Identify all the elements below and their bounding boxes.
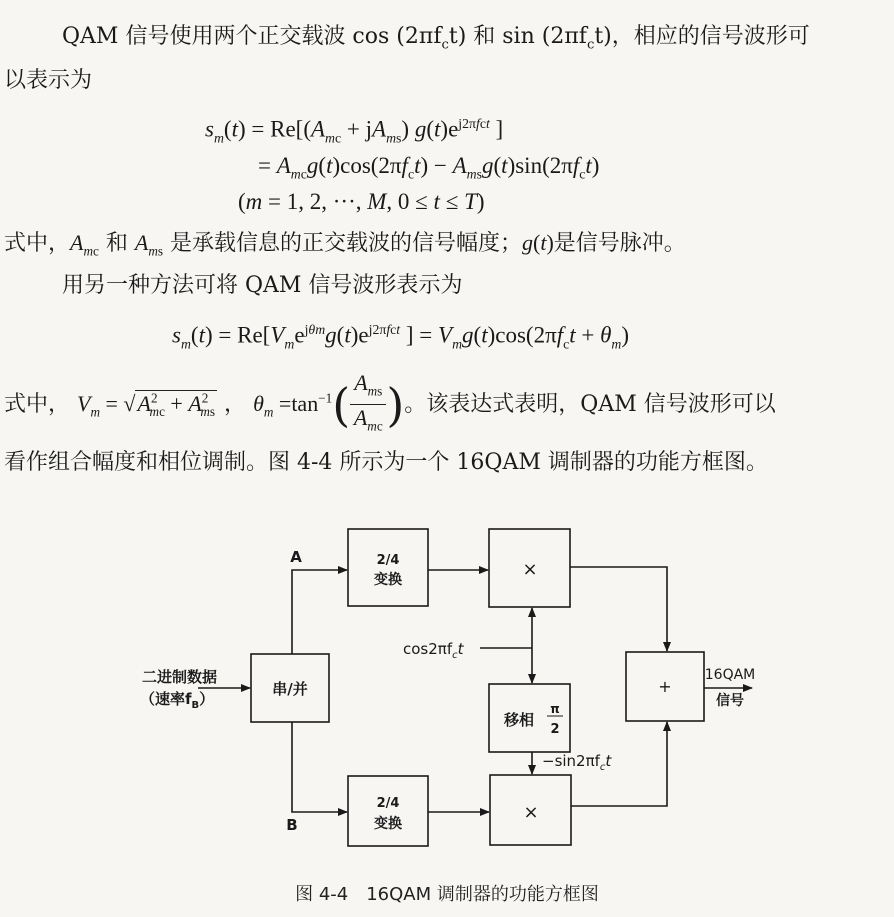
text: −sin2πf <box>542 752 600 770</box>
conv-top-label-2: 变换 <box>374 572 402 588</box>
paragraph-5: 看作组合幅度和相位调制。图 4-4 所示为一个 16QAM 调制器的功能方框图。 <box>4 450 768 475</box>
text: B <box>191 700 200 711</box>
text: c <box>452 650 458 661</box>
conv-bot-label-2: 变换 <box>374 816 402 832</box>
text: QAM 信号使用两个正交载波 cos (2πf <box>62 24 442 49</box>
text: 和 <box>105 231 128 256</box>
text: c <box>586 37 595 53</box>
carrier-sin-label <box>542 752 612 773</box>
text: 式中， <box>4 391 71 417</box>
text: 该表达式表明，QAM 信号波形可以 <box>426 391 776 417</box>
adder-symbol: + <box>658 677 672 696</box>
text: t) 和 sin (2πf <box>448 24 587 49</box>
serial-parallel-label: 串/并 <box>272 680 308 698</box>
conv-top-label-1: 2/4 <box>376 553 400 568</box>
input-label-1: 二进制数据 <box>142 668 218 686</box>
paragraph-1-line-2: 以表示为 <box>4 68 93 93</box>
input-label-2 <box>140 690 214 711</box>
paragraph-3: 用另一种方法可将 QAM 信号波形表示为 <box>62 273 463 298</box>
branch-b-label: B <box>286 816 298 834</box>
text: t <box>457 640 464 658</box>
mult-bot-symbol: × <box>523 802 539 823</box>
conv-bot-block <box>348 776 428 846</box>
text: （速率f <box>140 690 192 708</box>
paragraph-4: 式中， $V_m = √A^2_{mc} + A^2_{ms}$ ， $\theta_m =\tan^{-1}$( $\frac{A_{ms}}{A_{mc}}$ )。该表达式表明，QAM 信号波形可以 <box>4 370 776 434</box>
mult-top-symbol: × <box>522 559 538 580</box>
output-label-2: 信号 <box>716 693 744 709</box>
phase-shift-text: 移相 <box>503 711 535 729</box>
equation-2: $s_m(t) = Re[V_me^{j\theta m}g(t)e^{j2\pi fct}$ ] = $V_mg(t)\cos(2\pi f_ct + \theta_m)$ <box>172 322 630 352</box>
equation-1-line-3: (m = 1, 2, ···, M, 0 ≤ t ≤ T) <box>238 189 485 214</box>
text: c <box>441 37 449 53</box>
figure-caption: 图 4-4 16QAM 调制器的功能方框图 <box>295 884 599 905</box>
branch-a-label: A <box>290 548 302 566</box>
text: 是信号脉冲。 <box>553 231 686 256</box>
conv-bot-label-1: 2/4 <box>376 796 400 811</box>
text: cos2πf <box>403 640 453 658</box>
phase-den: 2 <box>550 722 560 737</box>
text: ） <box>199 690 215 708</box>
paragraph-2: 式中，$A_{mc}$ 和 $A_{ms}$ 是承载信息的正交载波的信号幅度；g(t)是信号脉冲。 <box>4 230 686 259</box>
text: t <box>605 752 612 770</box>
text: 式中， <box>4 231 71 256</box>
phase-num: π <box>550 702 560 716</box>
carrier-cos-label <box>403 640 465 661</box>
equation-1-line-1: $s_m(t) = Re[(A_{mc} + jA_{ms})$ $g(t)e^{j2\pi fct}$ ] <box>205 116 504 146</box>
text: 是承载信息的正交载波的信号幅度； <box>170 231 523 256</box>
text: c <box>599 762 606 773</box>
equation-1-line-2: = $A_{mc}g(t)\cos(2\pi f_ct) - A_{ms}g(t)\sin(2\pi f_ct)$ <box>258 153 600 182</box>
text: t)，相应的信号波形可 <box>594 24 810 49</box>
output-label-1: 16QAM <box>704 667 756 683</box>
